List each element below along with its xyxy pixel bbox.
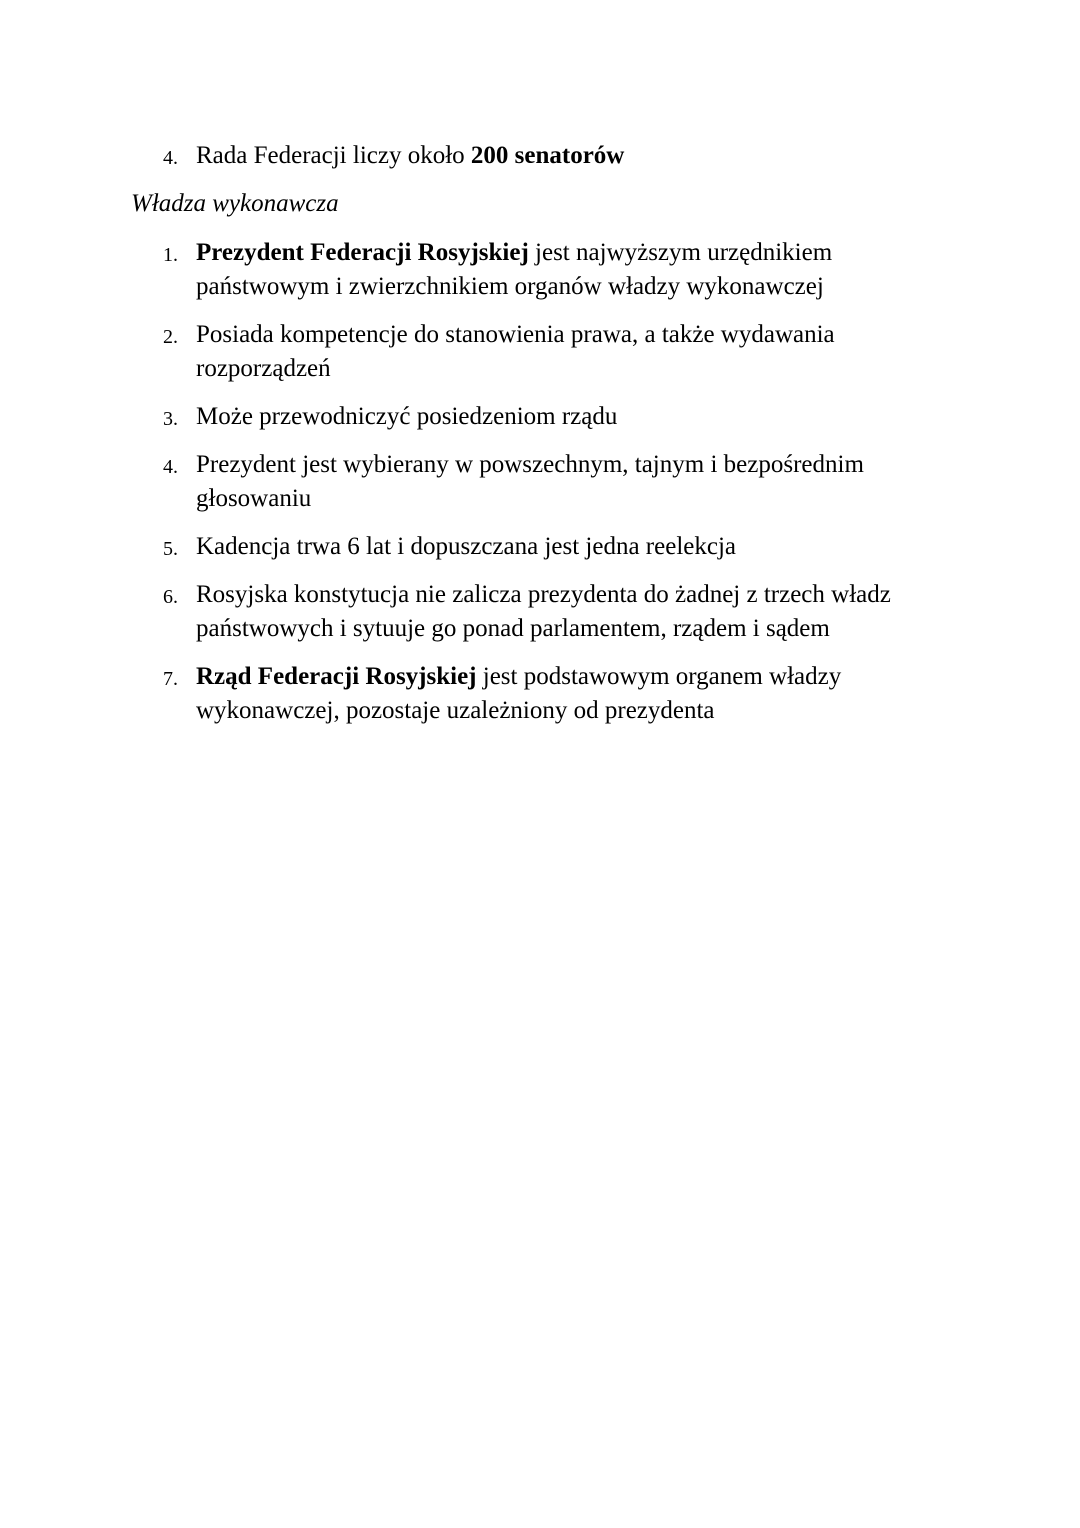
list-item xyxy=(0,530,1080,564)
list-text: Kadencja trwa 6 lat i dopuszczana jest jedna reelekcja xyxy=(196,533,737,560)
list-bold-text: Prezydent Federacji Rosyjskiej xyxy=(196,239,529,266)
list-text: jest najwyższym urzędnikiem państwowym i zwierzchnikiem organów władzy wykonawczej xyxy=(196,239,833,300)
list-text: Rada Federacji liczy około xyxy=(196,142,471,169)
list-bold-text: 200 senatorów xyxy=(470,142,625,169)
list-text: jest podstawowym organem władzy wykonawczej, pozostaje uzależniony od prezydenta xyxy=(196,663,842,724)
list-number: 7. xyxy=(163,668,178,690)
section-heading: Władza wykonawcza xyxy=(131,190,339,217)
list-text: Rosyjska konstytucja nie zalicza prezydenta do żadnej z trzech władz państwowych i sytuuje go ponad parlamentem, rządem i sądem xyxy=(196,581,891,642)
list-text: Posiada kompetencje do stanowienia prawa, a także wydawania rozporządzeń xyxy=(196,321,835,382)
list-number: 5. xyxy=(163,538,178,560)
executive-list xyxy=(0,236,1080,742)
list-item xyxy=(0,448,1080,516)
senate-list xyxy=(0,139,1080,187)
list-text: Może przewodniczyć posiedzeniom rządu xyxy=(196,403,618,430)
list-number: 4. xyxy=(163,456,178,478)
list-item xyxy=(0,139,1080,173)
list-text: Prezydent jest wybierany w powszechnym, tajnym i bezpośrednim głosowaniu xyxy=(196,451,864,512)
list-number: 3. xyxy=(163,408,178,430)
list-item xyxy=(0,660,1080,728)
list-number: 4. xyxy=(163,147,178,169)
list-item xyxy=(0,578,1080,646)
list-number: 2. xyxy=(163,326,178,348)
list-item xyxy=(0,400,1080,434)
list-item xyxy=(0,318,1080,386)
list-bold-text: Rząd Federacji Rosyjskiej xyxy=(196,663,477,690)
list-number: 6. xyxy=(163,586,178,608)
list-item xyxy=(0,236,1080,304)
list-number: 1. xyxy=(163,244,178,266)
